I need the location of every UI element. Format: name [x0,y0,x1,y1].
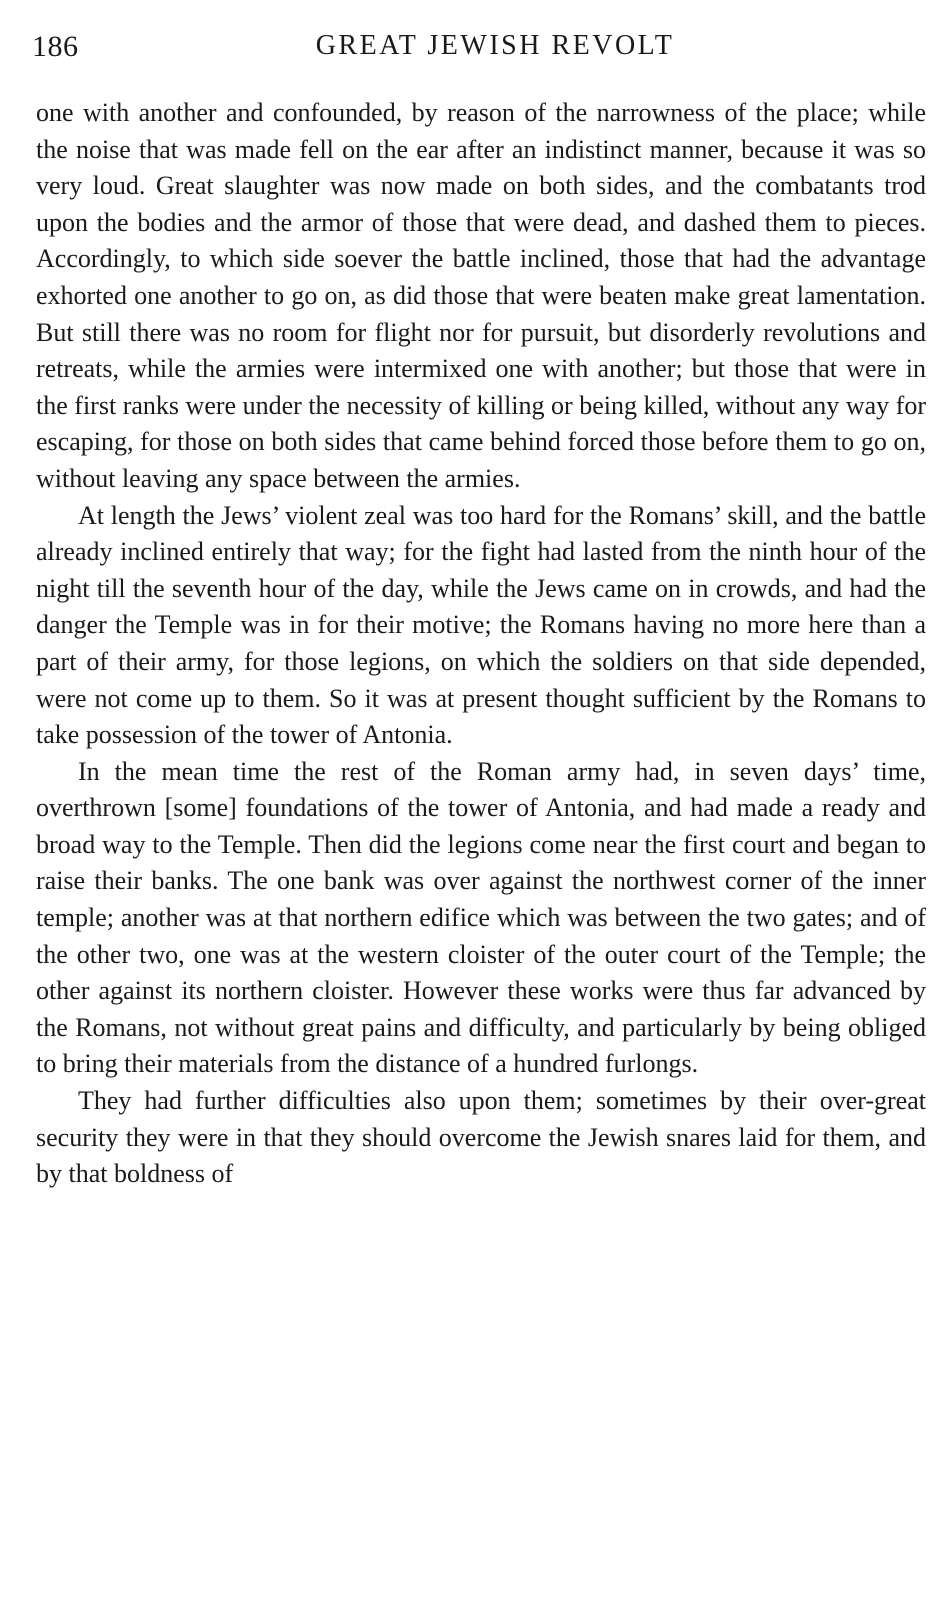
paragraph: At length the Jews’ violent zeal was too hard for the Romans’ skill, and the battle already inclined entirely that way; for the fight had lasted from the ninth hour of the night till the seventh hour of the day, while the Jews came on in crowds, and had the danger the Temple was in for their motive; the Romans having no more here than a part of their army, for those legions, on which the soldiers on that side depended, were not come up to them. So it was at present thought sufficient by the Romans to take possession of the tower of Antonia. [36,500,926,750]
body-text [36,95,926,1193]
running-head [32,30,918,70]
running-title: GREAT JEWISH REVOLT [315,30,675,61]
paragraph: In the mean time the rest of the Roman army had, in seven days’ time, overthrown [some] foundations of the tower of Antonia, and had made a ready and broad way to the Temple. Then did the legions come near the first court and began to raise their banks. The one bank was over against the northwest corner of the inner temple; another was at that northern edifice which was between the two gates; and of the other two, one was at the western cloister of the outer court of the Temple; the other against its northern cloister. However these works were thus far advanced by the Romans, not without great pains and difficulty, and particularly by being obliged to bring their materials from the distance of a hundred furlongs. [36,756,926,1079]
page-number: 186 [32,30,79,63]
paragraph-continued: one with another and confounded, by reason of the narrowness of the place; while the noise that was made fell on the ear after an indistinct manner, because it was so very loud. Great slaughter was now made on both sides, and the combatants trod upon the bodies and the armor of those that were dead, and dashed them to pieces. Accordingly, to which side soever the battle inclined, those that had the advantage exhorted one another to go on, as did those that were beaten make great lamentation. But still there was no room for flight nor for pursuit, but disorderly revolutions and retreats, while the armies were intermixed one with another; but those that were in the first ranks were under the necessity of killing or being killed, without any way for escaping, for those on both sides that came behind forced those before them to go on, without leaving any space between the armies. [36,98,926,493]
paragraph: They had further difficulties also upon them; sometimes by their over-great security they were in that they should overcome the Jewish snares laid for them, and by that boldness of [36,1086,926,1189]
